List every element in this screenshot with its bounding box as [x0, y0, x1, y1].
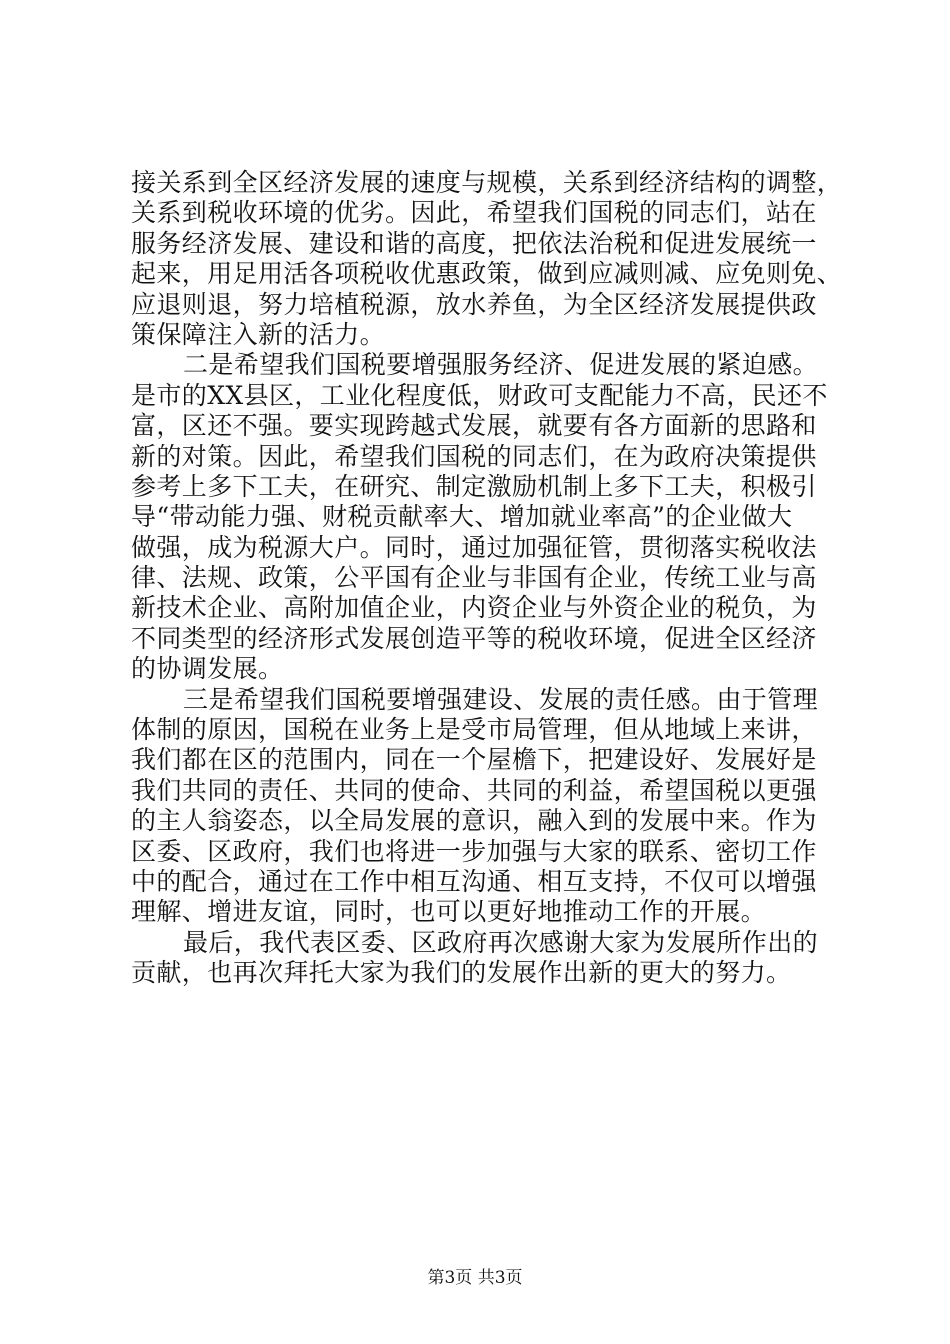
- text-line: 律、法规、政策，公平国有企业与非国有企业，传统工业与高: [131, 563, 817, 593]
- paragraph-start-line: 最后，我代表区委、区政府再次感谢大家为发展所作出的: [183, 927, 819, 957]
- text-line: 贡献，也再次拜托大家为我们的发展作出新的更大的努力。: [131, 958, 792, 988]
- text-line: 体制的原因，国税在业务上是受市局管理，但从地域上来讲，: [131, 715, 817, 745]
- text-line: 起来，用足用活各项税收优惠政策，做到应减则减、应免则免、: [131, 259, 843, 289]
- text-line: 应退则退，努力培植税源，放水养鱼，为全区经济发展提供政: [131, 289, 817, 319]
- text-line: 参考上多下工夫，在研究、制定激励机制上多下工夫，积极引: [131, 471, 817, 501]
- text-line: 关系到税收环境的优劣。因此，希望我们国税的同志们，站在: [131, 198, 817, 228]
- text-line: 新技术企业、高附加值企业，内资企业与外资企业的税负，为: [131, 593, 817, 623]
- text-line: 策保障注入新的活力。: [131, 319, 386, 349]
- document-body: [131, 168, 843, 989]
- text-line: 理解、增进友谊，同时，也可以更好地推动工作的开展。: [131, 897, 767, 927]
- paragraph-start-line: 二是希望我们国税要增强服务经济、促进发展的紧迫感。: [183, 350, 819, 380]
- text-line: 接关系到全区经济发展的速度与规模，关系到经济结构的调整，: [131, 168, 843, 197]
- text-line: 新的对策。因此，希望我们国税的同志们，在为政府决策提供: [131, 441, 817, 471]
- text-line: 的协调发展。: [131, 654, 284, 684]
- text-line: 我们共同的责任、共同的使命、共同的利益，希望国税以更强: [131, 775, 817, 805]
- text-line: 区委、区政府，我们也将进一步加强与大家的联系、密切工作: [131, 836, 817, 866]
- text-line: 是市的XX县区，工业化程度低，财政可支配能力不高，民还不: [131, 380, 828, 410]
- page-number-footer: 第3页 共3页: [427, 1268, 523, 1288]
- text-line: 做强，成为税源大户。同时，通过加强征管，贯彻落实税收法: [131, 532, 817, 562]
- text-line: 中的配合，通过在工作中相互沟通、相互支持，不仅可以增强: [131, 866, 817, 896]
- text-line: 我们都在区的范围内，同在一个屋檐下，把建设好、发展好是: [131, 745, 817, 775]
- text-line: 富，区还不强。要实现跨越式发展，就要有各方面新的思路和: [131, 411, 817, 441]
- text-line: 的主人翁姿态，以全局发展的意识，融入到的发展中来。作为: [131, 806, 817, 836]
- text-line: 导“带动能力强、财税贡献率大、增加就业率高”的企业做大: [131, 502, 793, 532]
- text-line: 服务经济发展、建设和谐的高度，把依法治税和促进发展统一: [131, 228, 817, 258]
- paragraph-start-line: 三是希望我们国税要增强建设、发展的责任感。由于管理: [183, 684, 819, 714]
- text-line: 不同类型的经济形式发展创造平等的税收环境，促进全区经济: [131, 623, 817, 653]
